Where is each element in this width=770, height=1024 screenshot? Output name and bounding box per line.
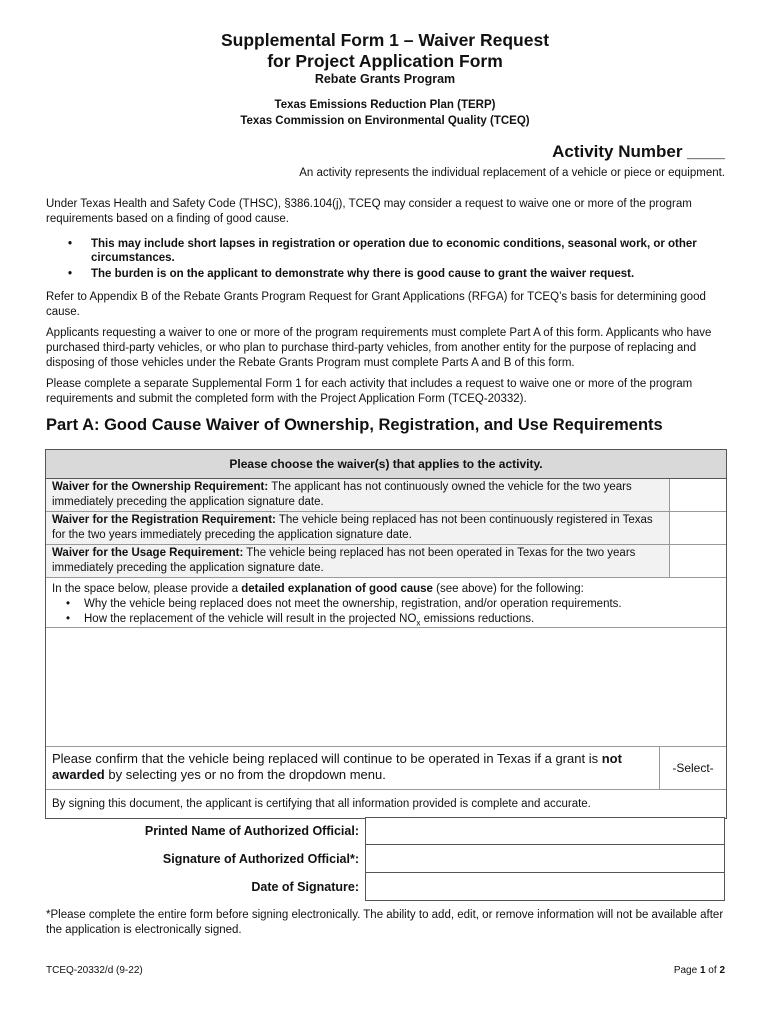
printed-name-row xyxy=(45,817,725,845)
date-field[interactable] xyxy=(365,873,725,901)
signing-certification-note: By signing this document, the applicant is certifying that all information provided is complete and accurate. xyxy=(52,798,591,810)
waiver-desc: The vehicle being replaced has not been continuously registered in Texas for the two years immediately preceding the application signature date. xyxy=(52,514,653,541)
activity-note: An activity represents the individual replacement of a vehicle or piece or equipment. xyxy=(299,167,725,179)
activity-number: Activity Number ____ xyxy=(552,142,725,161)
explanation-instructions: In the space below, please provide a detailed explanation of good cause (see above) for the following: • Why the vehicle being replaced does not meet the ownership, registration, and/or operation requirements. • How the replacement of the vehicle will result in the projected $NO_x$ emissions reductions. xyxy=(46,578,726,628)
printed-name-field[interactable] xyxy=(365,817,725,845)
bullet-icon: • xyxy=(66,598,71,610)
bullet-icon: • xyxy=(66,613,71,625)
signature-label: Signature of Authorized Official*: xyxy=(162,852,359,866)
list-item: • How the replacement of the vehicle will result in the projected $NO_x$ emissions reductions. xyxy=(66,613,535,628)
continue-operation-dropdown[interactable]: -Select- xyxy=(659,747,726,789)
date-row xyxy=(45,873,725,901)
agency-line-2: Texas Commission on Environmental Quality (TCEQ) xyxy=(240,115,530,127)
list-item: • Why the vehicle being replaced does not meet the ownership, registration, and/or operation requirements. xyxy=(66,598,622,610)
signature-block xyxy=(45,817,725,901)
form-title xyxy=(0,30,770,72)
intro-paragraph-4: Please complete a separate Supplemental Form 1 for each activity that includes a request to waive one or more of the program requirements and submit the completed form with the Project Application Form (TCEQ-20332). xyxy=(46,378,693,405)
agency-line-1: Texas Emissions Reduction Plan (TERP) xyxy=(274,99,496,111)
agency-block xyxy=(0,97,770,129)
ownership-waiver-checkbox[interactable] xyxy=(669,479,726,511)
program-subtitle: Rebate Grants Program xyxy=(314,72,456,86)
waiver-table xyxy=(45,449,727,819)
waiver-title: Waiver for the Registration Requirement: xyxy=(52,514,276,526)
list-item: • The burden is on the applicant to demonstrate why there is good cause to grant the waiver request. xyxy=(68,268,635,280)
title-line-2: for Project Application Form xyxy=(267,51,503,71)
list-item: • This may include short lapses in registration or operation due to economic conditions, seasonal work, or other circumstances. xyxy=(68,238,697,264)
waiver-desc: The applicant has not continuously owned the vehicle for the two years immediately preceding the application signature date. xyxy=(52,481,632,508)
waiver-title: Waiver for the Ownership Requirement: xyxy=(52,481,269,493)
waiver-row-registration xyxy=(46,512,726,545)
printed-name-label: Printed Name of Authorized Official: xyxy=(144,824,359,838)
waiver-row-ownership xyxy=(46,479,726,512)
registration-waiver-checkbox[interactable] xyxy=(669,512,726,544)
intro-paragraph-1: Under Texas Health and Safety Code (THSC), §386.104(j), TCEQ may consider a request to waive one or more of the program requirements based on a finding of good cause. xyxy=(46,198,692,225)
intro-bullets xyxy=(46,237,726,283)
intro-paragraph-3: Applicants requesting a waiver to one or more of the program requirements must complete Part A of this form. Applicants who have purchased third-party vehicles, or who plan to purchase third-party vehicles, from another entity for the purpose of replacing and disposing of those vehicles under the Rebate Grants Program must complete Parts A and B of this form. xyxy=(46,327,712,369)
intro-paragraph-2: Refer to Appendix B of the Rebate Grants Program Request for Grant Applications (RFGA) for TCEQ’s basis for determining good cause. xyxy=(46,291,706,318)
usage-waiver-checkbox[interactable] xyxy=(669,545,726,577)
waiver-table-header: Please choose the waiver(s) that applies to the activity. xyxy=(46,450,726,479)
waiver-desc: The vehicle being replaced has not been operated in Texas for the two years immediately preceding the application signature date. xyxy=(52,547,636,574)
part-a-heading: Part A: Good Cause Waiver of Ownership, Registration, and Use Requirements xyxy=(46,416,663,434)
waiver-title: Waiver for the Usage Requirement: xyxy=(52,547,244,559)
continue-operation-row: Please confirm that the vehicle being replaced will continue to be operated in Texas if a grant is not awarded by selecting yes or no from the dropdown menu. -Select- xyxy=(46,747,726,790)
page-number: Page 1 of 2 xyxy=(673,965,725,976)
good-cause-explanation-field[interactable] xyxy=(46,628,726,747)
electronic-signing-note: *Please complete the entire form before signing electronically. The ability to add, edit, or remove information will not be available after the application is electronically signed. xyxy=(46,909,724,936)
date-label: Date of Signature: xyxy=(251,880,359,894)
form-id: TCEQ-20332/d (9-22) xyxy=(46,965,143,976)
waiver-row-usage xyxy=(46,545,726,578)
signature-row xyxy=(45,845,725,873)
bullet-icon: • xyxy=(68,238,73,250)
bullet-icon: • xyxy=(68,268,73,280)
title-line-1: Supplemental Form 1 – Waiver Request xyxy=(220,30,550,50)
signature-field[interactable] xyxy=(365,845,725,873)
